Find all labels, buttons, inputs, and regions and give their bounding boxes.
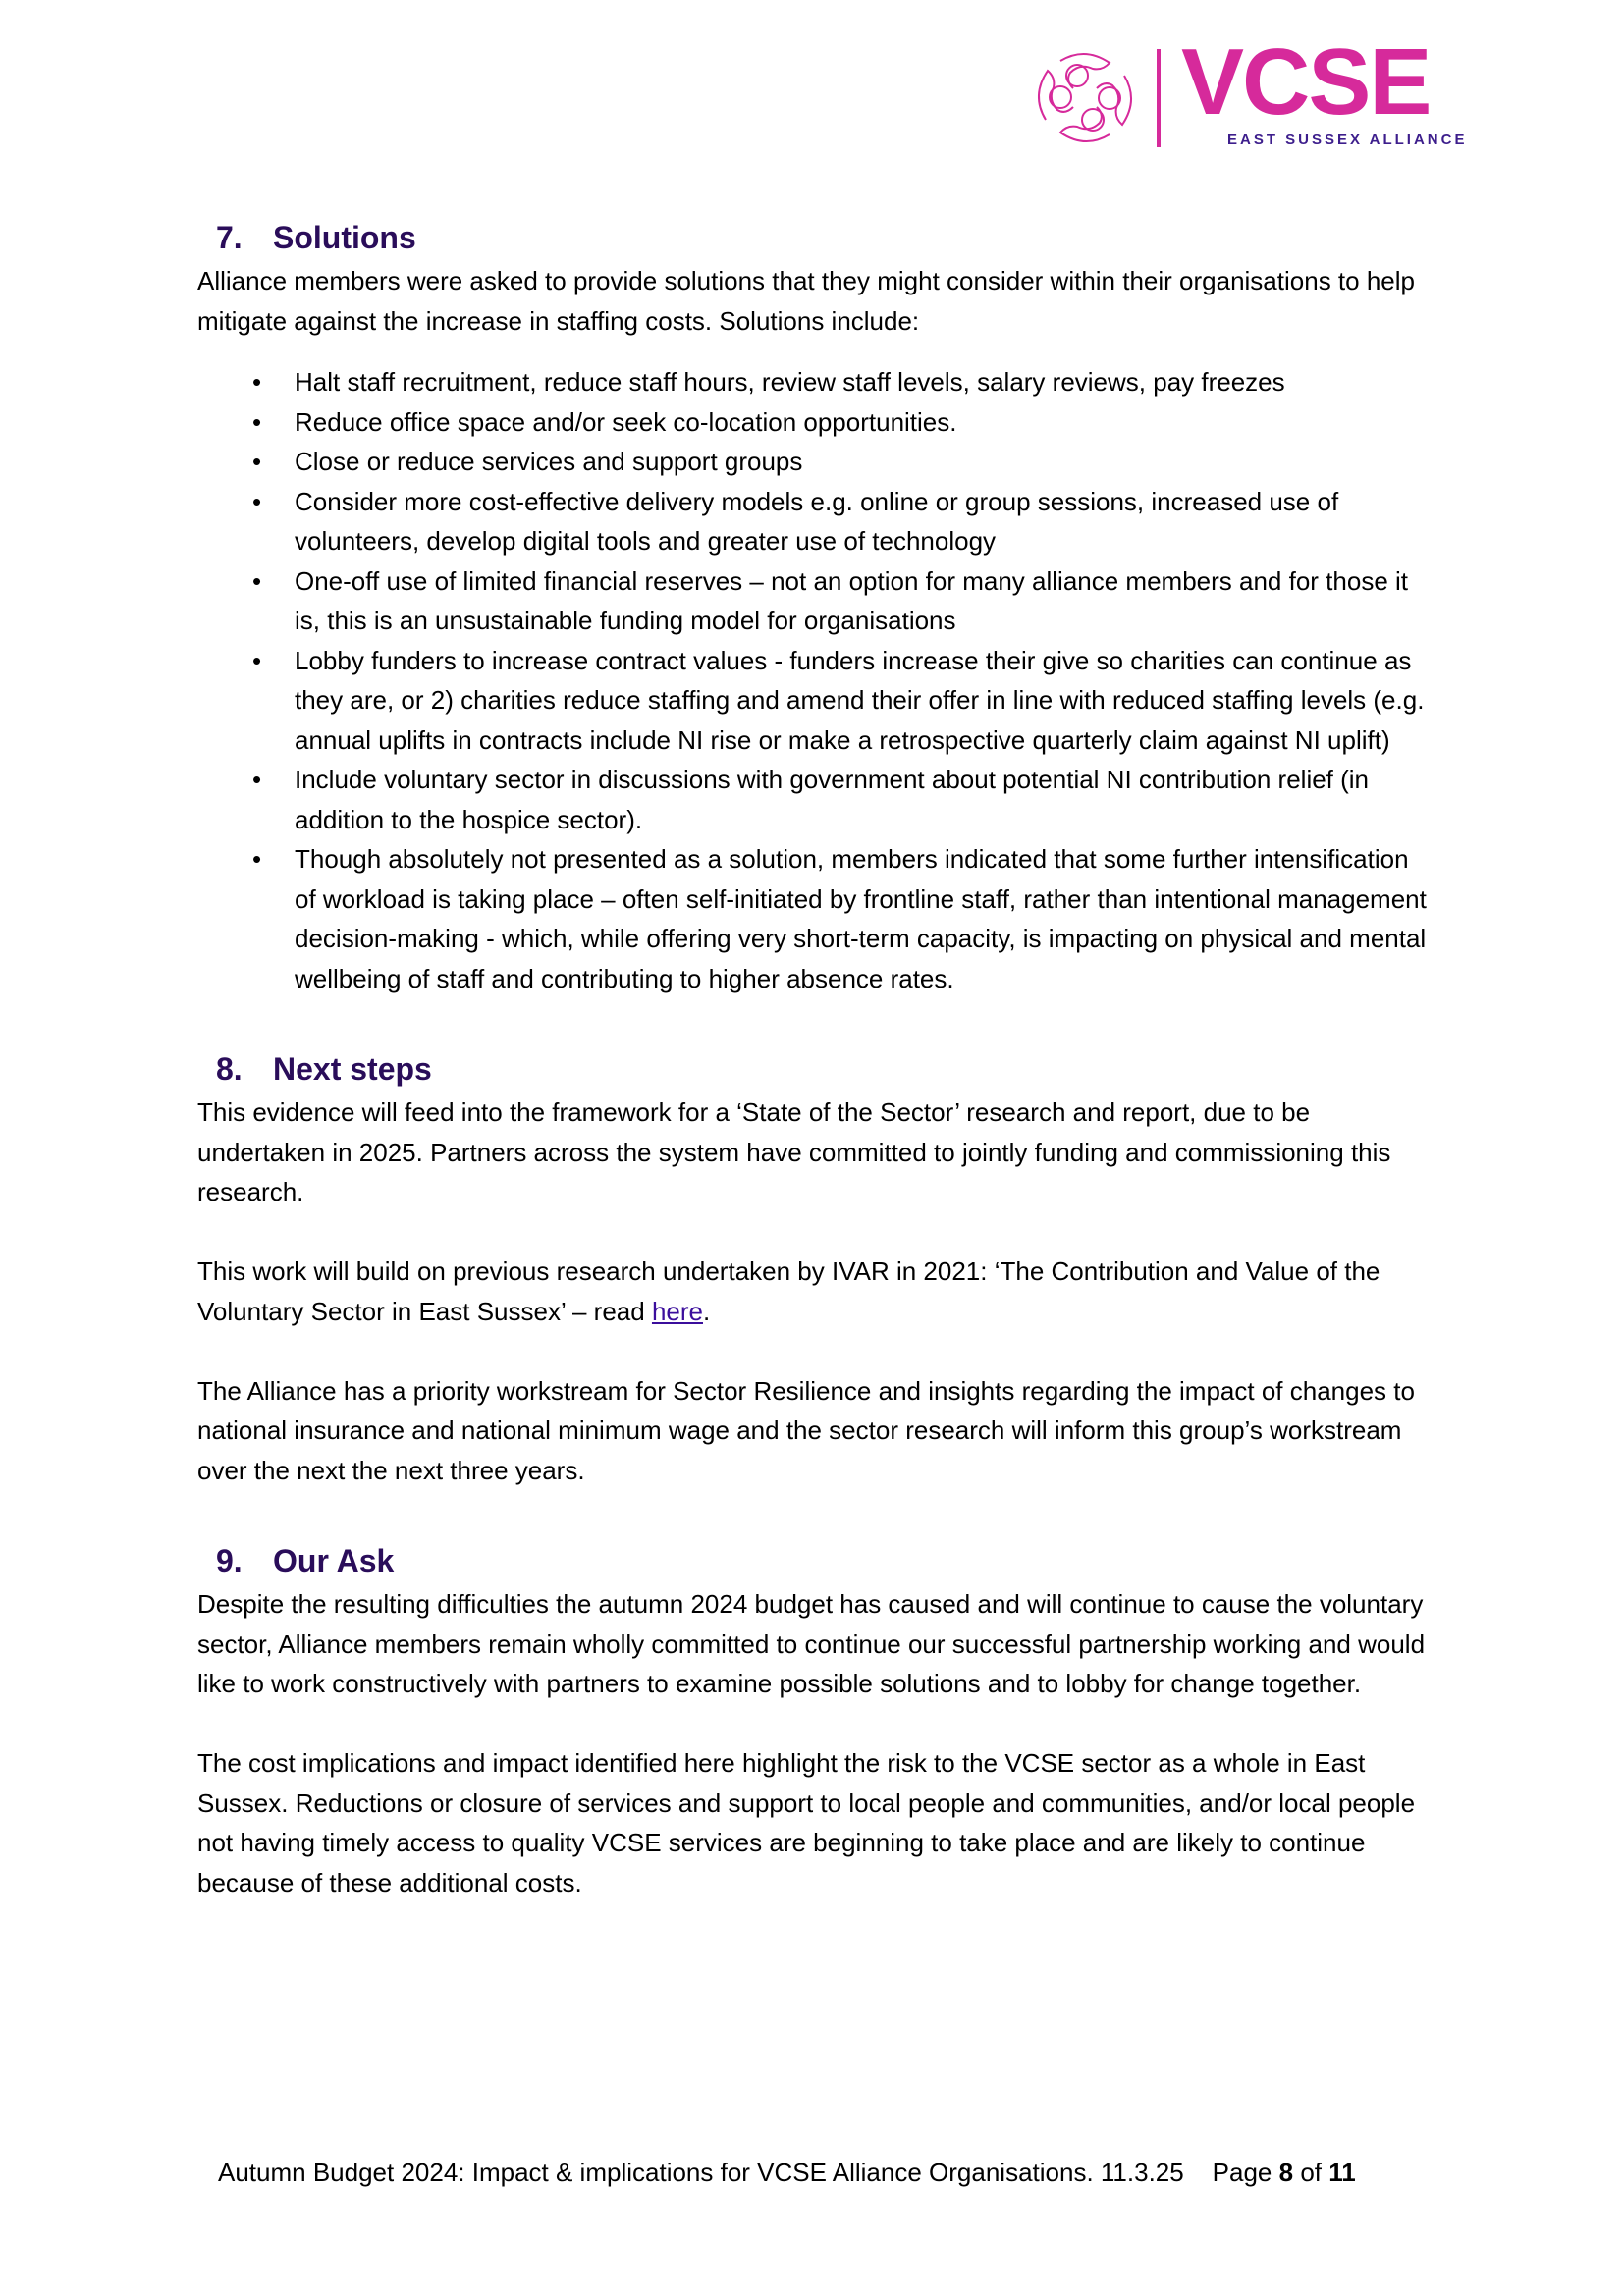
- list-item: [197, 839, 1435, 998]
- footer-page-total: 11: [1328, 2158, 1356, 2187]
- footer-page-current: 8: [1278, 2158, 1294, 2187]
- list-item: [197, 760, 1435, 839]
- paragraph: [197, 1252, 1435, 1331]
- bullet-icon: •: [252, 486, 262, 516]
- list-item: [197, 362, 1435, 402]
- section-title: Next steps: [273, 1051, 432, 1087]
- footer-page-of: of: [1300, 2158, 1322, 2187]
- paragraph: Despite the resulting difficulties the autumn 2024 budget has caused and will continue to cause the voluntary sector, Alliance members remain wholly committed to continue our successful partnership working and would like to work constructively with partners to examine possible solutions and to lobby for change together.: [197, 1589, 1426, 1698]
- logo-wordmark: VCSE: [1181, 29, 1431, 134]
- section-our-ask: [197, 1537, 1435, 1902]
- list-item-text: Though absolutely not presented as a solution, members indicated that some further intensification of workload is taking place – often self-initiated by frontline staff, rather than intentional management decision-making - which, while offering very short-term capacity, is impacting on physical and mental wellbeing of staff and contributing to higher absence rates.: [295, 844, 1427, 993]
- bullet-icon: •: [252, 367, 262, 397]
- list-item-text: One-off use of limited financial reserves – not an option for many alliance members and for those it is, this is an unsustainable funding model for organisations: [295, 565, 1408, 635]
- ivar-research-link[interactable]: here: [651, 1296, 703, 1326]
- bullet-icon: •: [252, 565, 262, 596]
- page-footer: [218, 2158, 1356, 2188]
- bullet-icon: •: [252, 645, 262, 675]
- solutions-list: [197, 362, 1435, 998]
- logo-subtitle: EAST SUSSEX ALLIANCE: [1227, 132, 1468, 148]
- section-next-steps: [197, 1045, 1435, 1490]
- logo-divider: [1157, 49, 1161, 147]
- bullet-icon: •: [252, 406, 262, 437]
- footer-page-label: Page: [1212, 2158, 1272, 2187]
- list-item: [197, 641, 1435, 761]
- list-item: [197, 482, 1435, 561]
- list-item: [197, 402, 1435, 443]
- list-item-text: Consider more cost-effective delivery models e.g. online or group sessions, increased use of volunteers, develop digital tools and greater use of technology: [295, 486, 1339, 556]
- section-intro: Alliance members were asked to provide solutions that they might consider within their organisations to help mitigate against the increase in staffing costs. Solutions include:: [197, 266, 1415, 336]
- list-item-text: Halt staff recruitment, reduce staff hours, review staff levels, salary reviews, pay freezes: [295, 367, 1285, 397]
- list-item: [197, 561, 1435, 641]
- paragraph: The Alliance has a priority workstream for Sector Resilience and insights regarding the impact of changes to national insurance and national minimum wage and the sector research will inform this group’s workstream over the next the next three years.: [197, 1375, 1415, 1485]
- section-number: 8.: [216, 1051, 243, 1087]
- footer-doc-title: Autumn Budget 2024: Impact & implications for VCSE Alliance Organisations. 11.3.25: [218, 2158, 1184, 2187]
- list-item: [197, 442, 1435, 482]
- list-item-text: Reduce office space and/or seek co-location opportunities.: [295, 406, 957, 437]
- paragraph-text: .: [703, 1296, 711, 1326]
- section-solutions: [197, 214, 1435, 998]
- section-heading: [197, 1045, 1435, 1093]
- paragraph: The cost implications and impact identified here highlight the risk to the VCSE sector as a whole in East Sussex. Reductions or closure of services and support to local people and communities, and/or local people not having timely access to quality VCSE services are beginning to take place and are likely to continue because of these additional costs.: [197, 1748, 1416, 1897]
- list-item-text: Include voluntary sector in discussions with government about potential NI contribution relief (in addition to the hospice sector).: [295, 765, 1370, 834]
- alliance-circle-logo-icon: [1026, 41, 1144, 154]
- paragraph-text: This work will build on previous research undertaken by IVAR in 2021: ‘The Contribution and Value of the Voluntary Sector in East Sussex’ – read: [197, 1256, 1380, 1326]
- section-title: Solutions: [273, 220, 416, 255]
- paragraph: This evidence will feed into the framework for a ‘State of the Sector’ research and report, due to be undertaken in 2025. Partners across the system have committed to jointly funding and commissioning this research.: [197, 1097, 1391, 1206]
- list-item-text: Close or reduce services and support groups: [295, 447, 803, 476]
- section-heading: [197, 214, 1435, 261]
- vcse-logo: [1026, 29, 1468, 154]
- section-title: Our Ask: [273, 1543, 395, 1578]
- bullet-icon: •: [252, 447, 262, 476]
- list-item-text: Lobby funders to increase contract values - funders increase their give so charities can continue as they are, or 2) charities reduce staffing and amend their offer in line with reduced staffing levels (e.g. annual uplifts in contracts include NI rise or make a retrospective quarterly claim against NI uplift): [295, 645, 1425, 755]
- section-heading: [197, 1537, 1435, 1584]
- section-number: 9.: [216, 1543, 243, 1578]
- bullet-icon: •: [252, 765, 262, 794]
- bullet-icon: •: [252, 844, 262, 874]
- section-number: 7.: [216, 220, 243, 255]
- document-body: [197, 214, 1435, 1902]
